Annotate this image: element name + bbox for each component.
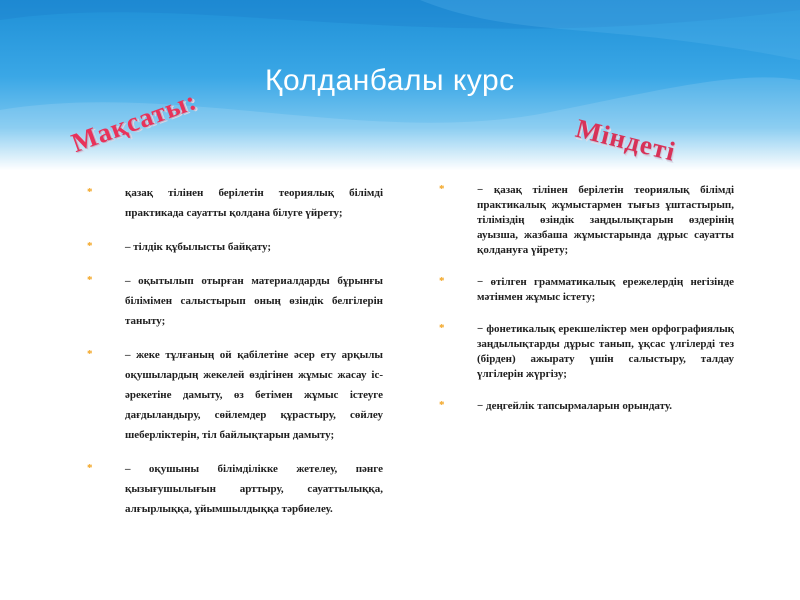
list-item-text: − деңгейлік тапсырмаларын орындату.: [477, 400, 673, 412]
star-bullet-icon: *: [87, 240, 93, 252]
list-item: [439, 275, 734, 305]
list-item: [87, 345, 383, 445]
list-item: [87, 237, 383, 257]
star-bullet-icon: *: [439, 322, 445, 334]
list-item: [87, 271, 383, 331]
star-bullet-icon: *: [87, 186, 93, 198]
list-item-text: – оқушыны білімділікке жетелеу, пәнге қызығушылығын арттыру, сауаттылыққа, алғырлыққа, ұйымшылдыққа тәрбиелеу.: [125, 463, 383, 515]
list-item-text: − фонетикалық ерекшеліктер мен орфографиялық заңдылықтарды дұрыс танып, ұқсас үлгілерді тез (бірден) ажырату үшін салыстыру, талдау үлгілерін жүргізу;: [477, 323, 734, 380]
goals-list: [87, 183, 383, 533]
star-bullet-icon: *: [439, 399, 445, 411]
slide-title: Қолданбалы курс: [265, 64, 515, 97]
list-item-text: – тілдік құбылысты байқату;: [125, 241, 272, 253]
list-item: [87, 183, 383, 223]
tasks-list: [439, 183, 734, 431]
list-item: [439, 322, 734, 382]
star-bullet-icon: *: [87, 274, 93, 286]
list-item-text: – оқытылып отырған материалдарды бұрынғы білімімен салыстырып оның өзіндік белгілерін таныту;: [125, 275, 383, 327]
list-item: [439, 399, 734, 414]
star-bullet-icon: *: [87, 462, 93, 474]
list-item-text: қазақ тілінен берілетін теориялық білімді практикада сауатты қолдана білуге үйрету;: [125, 187, 383, 219]
tasks-heading: Міндеті: [572, 113, 679, 167]
list-item: [87, 459, 383, 519]
list-item-text: − қазақ тілінен берілетін теориялық білімді практикалық жұмыстармен тығыз ұштастырып, тіліміздің өзіндік заңдылықтарын өздерінің ауызша, жазбаша жұмыстарында дұрыс сауатты қолдануға үйрету;: [477, 184, 734, 256]
list-item-text: – жеке тұлғаның ой қабілетіне әсер ету арқылы оқушылардың жекелей өздігінен жұмыс жасау іс-әрекетіне дамыту, өз бетімен жұмыс істеуге дағдыландыру, сөйлемдер құрастыру, сөйлеу шеберліктерін, тіл байлықтарын дамыту;: [125, 349, 383, 441]
list-item-text: − өтілген грамматикалық ережелердің негізінде мәтінмен жұмыс істету;: [477, 276, 734, 303]
star-bullet-icon: *: [439, 183, 445, 195]
goals-heading: Мақсаты:: [67, 85, 201, 159]
star-bullet-icon: *: [439, 275, 445, 287]
star-bullet-icon: *: [87, 348, 93, 360]
list-item: [439, 183, 734, 258]
